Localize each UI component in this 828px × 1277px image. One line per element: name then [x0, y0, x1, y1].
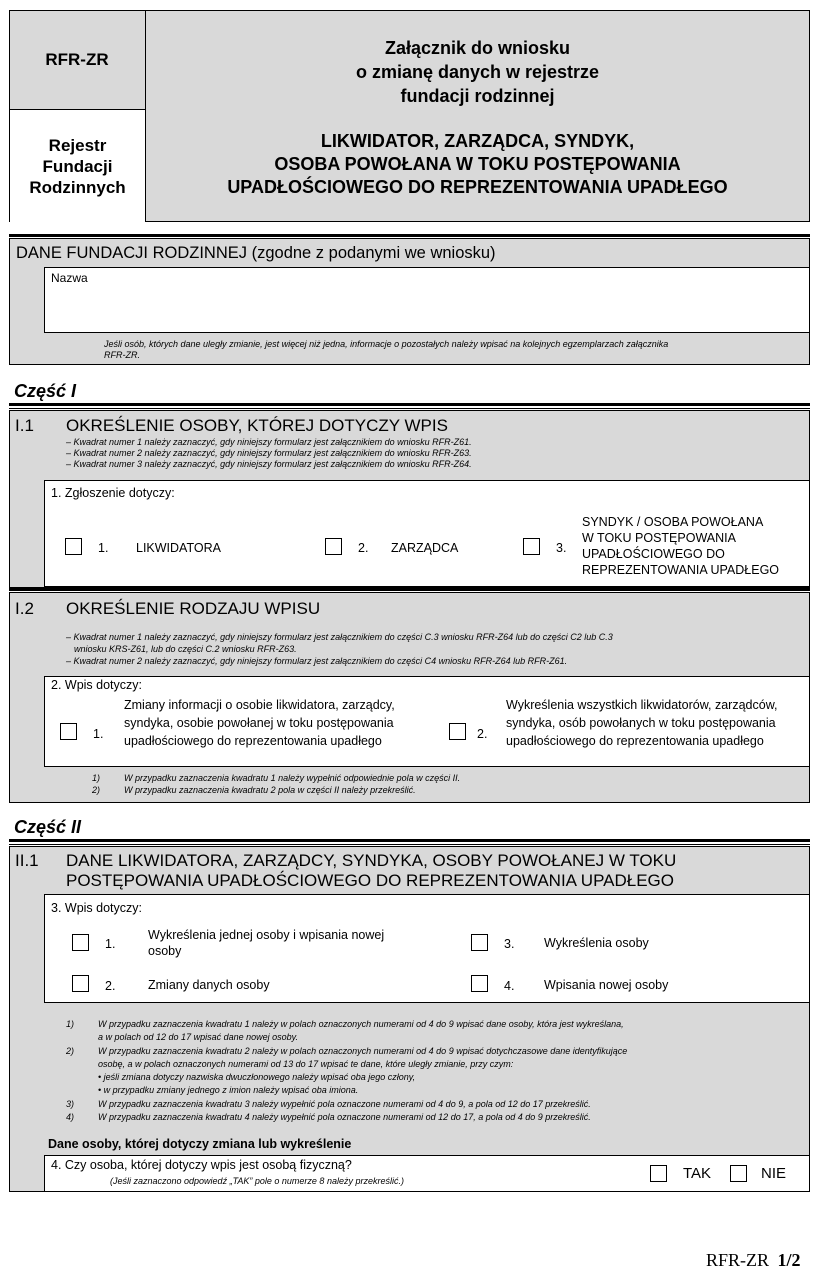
- i2-option-2-label-1: Wykreślenia wszystkich likwidatorów, zarządców,: [506, 698, 778, 712]
- footer-page: 1/2: [777, 1250, 801, 1270]
- ii1-option-4-label: Wpisania nowej osoby: [544, 978, 669, 992]
- rule-i2: [9, 588, 810, 591]
- section-i2-num: I.2: [15, 599, 34, 618]
- section-i2-note-2: wniosku KRS-Z61, lub do części C.2 wniosku RFR-Z63.: [74, 644, 297, 654]
- ii1-footnote-4-num: 4): [66, 1112, 75, 1122]
- option-3-label-3: UPADŁOŚCIOWEGO DO: [582, 547, 725, 561]
- header-title-line-2: o zmianę danych w rejestrze: [355, 62, 600, 82]
- section-ii1-num: II.1: [15, 851, 39, 870]
- part1-title: Część I: [14, 381, 77, 401]
- checkbox-wykreslenia-osoby[interactable]: [471, 934, 488, 951]
- header-subtitle: [146, 130, 809, 199]
- register-line-1: Rejestr: [48, 135, 107, 155]
- ii1-footnote-1-text: W przypadku zaznaczenia kwadratu 1 należy w polach oznaczonych numerami od 4 do 9 wpisać dane osoby, która jest wykreślana,: [98, 1019, 624, 1029]
- checkbox-likwidatora[interactable]: [65, 538, 82, 555]
- ii1-option-1-label-2: osoby: [148, 944, 182, 958]
- register-name: [10, 109, 145, 222]
- field-4-label: 4. Czy osoba, której dotyczy wpis jest osobą fizyczną?: [51, 1158, 352, 1172]
- option-3-label-2: W TOKU POSTĘPOWANIA: [582, 531, 736, 545]
- header-subtitle-line-2: OSOBA POWOŁANA W TOKU POSTĘPOWANIA: [274, 154, 681, 174]
- option-3-num: 3.: [556, 541, 567, 555]
- ii1-option-1-label-1: Wykreślenia jednej osoby i wpisania nowej: [148, 928, 385, 942]
- section-ii1-heading-1: DANE LIKWIDATORA, ZARZĄDCY, SYNDYKA, OSOBY POWOŁANEJ W TOKU: [66, 851, 677, 870]
- part2-title: Część II: [14, 817, 82, 837]
- form-code-text: RFR-ZR: [45, 49, 109, 69]
- ii1-option-4-num: 4.: [504, 979, 515, 993]
- form-code: [9, 10, 145, 109]
- ii1-footnote-2d-text: • w przypadku zmiany jednego z imion należy wpisać oba imiona.: [98, 1085, 359, 1095]
- option-2-num: 2.: [358, 541, 369, 555]
- ii1-footnote-1-num: 1): [66, 1019, 75, 1029]
- person-subheading: Dane osoby, której dotyczy zmiana lub wykreślenie: [48, 1137, 352, 1151]
- option-2-label: ZARZĄDCA: [391, 541, 459, 555]
- ii1-footnote-2-num: 2): [66, 1046, 75, 1056]
- i2-option-1-num: 1.: [93, 727, 104, 741]
- checkbox-wykreslenia-wszystkich[interactable]: [449, 723, 466, 740]
- section-ii1-heading-2: POSTĘPOWANIA UPADŁOŚCIOWEGO DO REPREZENTOWANIA UPADŁEGO: [66, 871, 675, 890]
- section-i1-num: I.1: [15, 416, 34, 435]
- i2-footnote-2-text: W przypadku zaznaczenia kwadratu 2 pola w części II należy przekreślić.: [124, 785, 416, 795]
- nie-label: NIE: [761, 1165, 787, 1182]
- header-subtitle-line-1: LIKWIDATOR, ZARZĄDCA, SYNDYK,: [320, 131, 635, 151]
- ii1-footnote-2-text: W przypadku zaznaczenia kwadratu 2 należy w polach oznaczonych numerami od 4 do 9 wpisać dotychczasowe dane identyfikujące: [98, 1046, 628, 1056]
- field-3-label: 3. Wpis dotyczy:: [51, 901, 142, 915]
- field-4-note: (Jeśli zaznaczono odpowiedź „TAK” pole o numerze 8 należy przekreślić.): [110, 1176, 404, 1186]
- checkbox-nie[interactable]: [730, 1165, 747, 1182]
- checkbox-zarzadca[interactable]: [325, 538, 342, 555]
- rule-part2: [9, 839, 810, 842]
- header-title-line-3: fundacji rodzinnej: [400, 86, 555, 106]
- checkbox-syndyk[interactable]: [523, 538, 540, 555]
- ii1-option-3-label: Wykreślenia osoby: [544, 936, 649, 950]
- i2-option-2-label-2: syndyka, osób powołanych w toku postępowania: [506, 716, 776, 730]
- i2-footnote-1-num: 1): [92, 773, 101, 783]
- option-1-label: LIKWIDATORA: [136, 541, 221, 555]
- option-3-label-4: REPREZENTOWANIA UPADŁEGO: [582, 563, 780, 577]
- i2-option-1-label-2: syndyka, osobie powołanej w toku postępowania: [124, 716, 394, 730]
- section-i1-heading: OKREŚLENIE OSOBY, KTÓREJ DOTYCZY WPIS: [66, 416, 448, 435]
- field-2-label: 2. Wpis dotyczy:: [51, 678, 142, 692]
- footer-page-code: [706, 1250, 801, 1271]
- ii1-footnote-2c-text: • jeśli zmiana dotyczy nazwiska dwuczłonowego należy wpisać oba jego człony,: [98, 1072, 416, 1082]
- section-i2-note-1: – Kwadrat numer 1 należy zaznaczyć, gdy niniejszy formularz jest załącznikiem do części C.3 wniosku RFR-Z64 lub do części C2 lub C.3: [66, 632, 613, 642]
- i2-option-1-label-1: Zmiany informacji o osobie likwidatora, zarządcy,: [124, 698, 395, 712]
- checkbox-tak[interactable]: [650, 1165, 667, 1182]
- option-1-num: 1.: [98, 541, 109, 555]
- footer-code: RFR-ZR: [706, 1250, 770, 1270]
- i2-footnote-2-num: 2): [92, 785, 101, 795]
- foundation-note-2: RFR-ZR.: [104, 350, 140, 360]
- i2-option-2-num: 2.: [477, 727, 488, 741]
- ii1-option-2-label: Zmiany danych osoby: [148, 978, 270, 992]
- header-title: [146, 36, 809, 108]
- checkbox-wpisania-nowej[interactable]: [471, 975, 488, 992]
- checkbox-zmiany-informacji[interactable]: [60, 723, 77, 740]
- foundation-name-field[interactable]: [44, 267, 810, 333]
- checkbox-wykreslenia-i-wpisania[interactable]: [72, 934, 89, 951]
- rule-foundation: [9, 234, 810, 237]
- i2-option-1-label-3: upadłościowego do reprezentowania upadłego: [124, 734, 382, 748]
- i2-footnote-1-text: W przypadku zaznaczenia kwadratu 1 należy wypełnić odpowiednie pola w części II.: [124, 773, 461, 783]
- field-1-label: 1. Zgłoszenie dotyczy:: [51, 486, 175, 500]
- header-subtitle-line-3: UPADŁOŚCIOWEGO DO REPREZENTOWANIA UPADŁEGO: [227, 177, 728, 197]
- tak-label: TAK: [683, 1165, 712, 1182]
- rule-part2-thin: [9, 844, 810, 845]
- foundation-heading: DANE FUNDACJI RODZINNEJ (zgodne z podanymi we wniosku): [16, 244, 496, 262]
- header-title-line-1: Załącznik do wniosku: [384, 38, 571, 58]
- rule-part1-thin: [9, 408, 810, 409]
- ii1-option-3-num: 3.: [504, 937, 515, 951]
- ii1-footnote-4-text: W przypadku zaznaczenia kwadratu 4 należy wypełnić pola oznaczone numerami od 12 do 17, a pola od 4 do 9 przekreślić.: [98, 1112, 591, 1122]
- register-line-2: Fundacji: [42, 156, 113, 176]
- foundation-note-1: Jeśli osób, których dane uległy zmianie, jest więcej niż jedna, informacje o pozostałych należy wpisać na kolejnych egzemplarzach załącznika: [104, 339, 669, 349]
- section-i2-note-3: – Kwadrat numer 2 należy zaznaczyć, gdy niniejszy formularz jest załącznikiem do części C4 wniosku RFR-Z64 lub RFR-Z61.: [66, 656, 568, 666]
- ii1-footnote-3-num: 3): [66, 1099, 75, 1109]
- section-i1-note-1: – Kwadrat numer 1 należy zaznaczyć, gdy niniejszy formularz jest załącznikiem do wniosku RFR-Z61.: [66, 437, 472, 447]
- register-line-3: Rodzinnych: [29, 177, 126, 197]
- i2-option-2-label-3: upadłościowego do reprezentowania upadłego: [506, 734, 764, 748]
- ii1-footnote-3-text: W przypadku zaznaczenia kwadratu 3 należy wypełnić pola oznaczone numerami od 4 do 9, a pola od 12 do 17 przekreślić.: [98, 1099, 591, 1109]
- section-i2-heading: OKREŚLENIE RODZAJU WPISU: [66, 599, 321, 618]
- ii1-option-2-num: 2.: [105, 979, 116, 993]
- ii1-option-1-num: 1.: [105, 937, 116, 951]
- ii1-footnote-1b-text: a w polach od 12 do 17 wpisać dane nowej osoby.: [98, 1032, 298, 1042]
- section-i1-note-2: – Kwadrat numer 2 należy zaznaczyć, gdy niniejszy formularz jest załącznikiem do wniosku RFR-Z63.: [66, 448, 472, 458]
- foundation-name-label: Nazwa: [51, 271, 88, 285]
- ii1-footnote-2b-text: osobę, a w polach oznaczonych numerami od 13 do 17 wpisać te dane, które uległy zmianie, przy czym:: [98, 1059, 514, 1069]
- section-i1-note-3: – Kwadrat numer 3 należy zaznaczyć, gdy niniejszy formularz jest załącznikiem do wniosku RFR-Z64.: [66, 459, 472, 469]
- rule-part1: [9, 403, 810, 406]
- option-3-label-1: SYNDYK / OSOBA POWOŁANA: [582, 515, 764, 529]
- checkbox-zmiany-danych[interactable]: [72, 975, 89, 992]
